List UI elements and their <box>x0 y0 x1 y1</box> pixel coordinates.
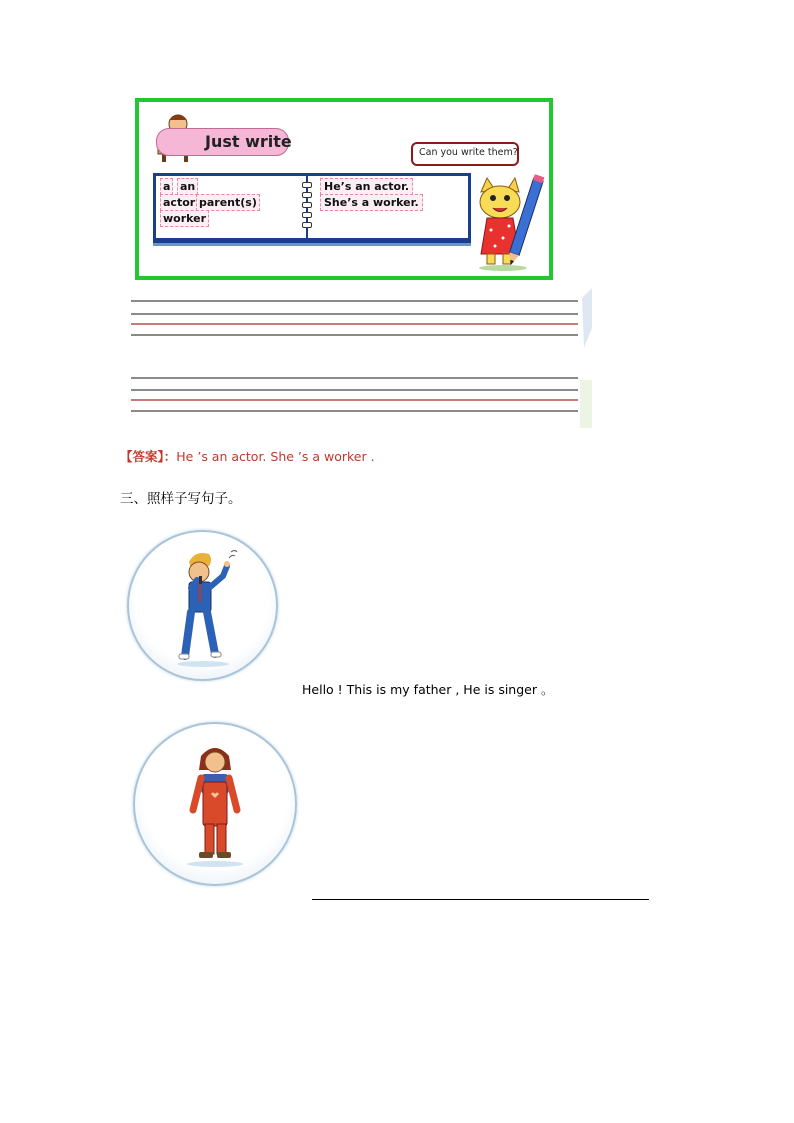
writing-line <box>131 410 578 412</box>
answer-text: He ’s an actor. She ’s a worker . <box>176 449 375 464</box>
writing-line <box>131 323 578 325</box>
ring-icon <box>302 222 312 228</box>
section-heading: 三、照样子写句子。 <box>120 491 242 507</box>
answer-blank-line[interactable] <box>312 899 649 900</box>
cat-with-pencil-icon <box>467 168 547 272</box>
worker-icon <box>135 724 295 884</box>
ring-icon <box>302 192 312 198</box>
banner-title: Just write <box>205 132 292 151</box>
notebook <box>153 173 471 243</box>
just-write-exercise-image <box>135 98 553 280</box>
word-card: a <box>160 178 173 195</box>
ring-icon <box>302 182 312 188</box>
ring-icon <box>302 212 312 218</box>
faint-decoration <box>578 288 592 430</box>
writing-line <box>131 313 578 315</box>
answer-line <box>120 447 375 465</box>
ring-icon <box>302 202 312 208</box>
word-card: an <box>177 178 198 195</box>
speech-bubble-text: Can you write them? <box>419 147 518 158</box>
sentence-card: She’s a worker. <box>320 194 423 211</box>
sentence-card: He’s an actor. <box>320 178 413 195</box>
worker-illustration <box>133 722 297 886</box>
singer-illustration <box>127 530 278 681</box>
word-card: parent(s) <box>196 194 260 211</box>
writing-line <box>131 300 578 302</box>
singer-icon <box>129 532 276 679</box>
writing-line <box>131 399 578 401</box>
answer-label: 【答案】 <box>120 449 164 464</box>
word-card: actor <box>160 194 198 211</box>
writing-line <box>131 377 578 379</box>
word-card: worker <box>160 210 209 227</box>
example-sentence: Hello ! This is my father , He is singer 。 <box>302 682 554 697</box>
speech-bubble <box>411 142 519 166</box>
just-write-banner <box>156 128 292 156</box>
answer-colon: ： <box>163 449 177 464</box>
writing-line <box>131 389 578 391</box>
writing-line <box>131 334 578 336</box>
